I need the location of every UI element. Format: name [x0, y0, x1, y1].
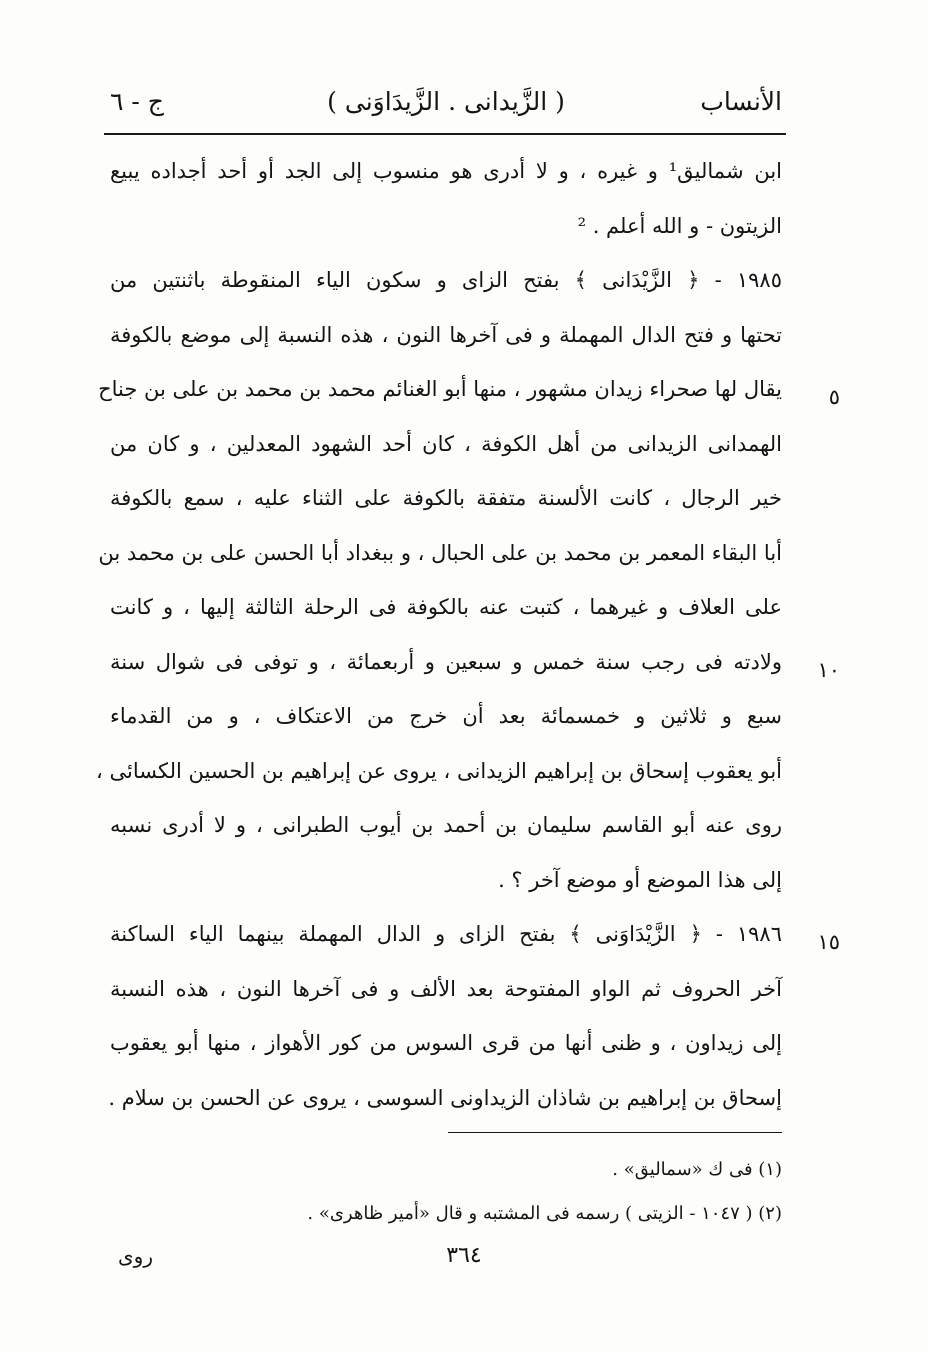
body-line-text: ولادته فى رجب سنة خمس و سبعين و أربعمائة ، و توفى فى شوال سنة [110, 649, 782, 674]
body-line-text: إلى زيداون ، و ظنى أنها من قرى السوس من كور الأهواز ، منها أبو يعقوب [110, 1031, 782, 1055]
body-line [110, 853, 782, 908]
body-line-text: الزيتون - و الله أعلم . ² [577, 213, 782, 238]
body-text [96, 144, 840, 1125]
body-line [110, 635, 840, 690]
footnotes [110, 1148, 782, 1236]
body-line-text: إسحاق بن إبراهيم بن شاذان الزيداونى السوسى ، يروى عن الحسن بن سلام . [108, 1085, 782, 1110]
body-line-text: على العلاف و غيرهما ، كتبت عنه بالكوفة فى الرحلة الثالثة إليها ، و كانت [110, 595, 782, 619]
body-line-text: أبو يعقوب إسحاق بن إبراهيم الزيدانى ، يروى عن إبراهيم بن الحسين الكسائى ، [96, 758, 782, 783]
body-line [110, 199, 782, 254]
page-number: ٣٦٤ [446, 1243, 482, 1268]
body-line [110, 1071, 782, 1126]
line-number: ١٥ [817, 930, 840, 954]
body-line [110, 144, 782, 199]
body-line [110, 907, 840, 962]
body-line [110, 689, 782, 744]
body-line [110, 308, 782, 363]
header-rule [104, 133, 786, 135]
body-line [96, 744, 782, 799]
footnote-2: (٢) ( ١٠٤٧ - الزيتى ) رسمه فى المشتبه و قال «أمير ظاهرى» . [307, 1203, 782, 1224]
body-line [110, 798, 782, 853]
body-line-text: إلى هذا الموضع أو موضع آخر ؟ . [498, 867, 782, 892]
body-line-text: خير الرجال ، كانت الألسنة متفقة بالكوفة على الثناء عليه ، سمع بالكوفة [110, 486, 782, 510]
body-line-text: روى عنه أبو القاسم سليمان بن أحمد بن أيوب الطبرانى ، و لا أدرى نسبه [110, 813, 782, 837]
body-line [98, 362, 840, 417]
body-line [110, 417, 782, 472]
body-line-text: سبع و ثلاثين و خمسمائة بعد أن خرج من الاعتكاف ، و من القدماء [110, 704, 782, 728]
footnote-1: (١) فى ك «سماليق» . [612, 1159, 782, 1180]
body-line-text: تحتها و فتح الدال المهملة و فى آخرها النون ، هذه النسبة إلى موضع بالكوفة [110, 322, 782, 347]
body-line-text: آخر الحروف ثم الواو المفتوحة بعد الألف و فى آخرها النون ، هذه النسبة [110, 976, 782, 1001]
running-head-entry-range: ( الزَّيدانى . الزَّيدَاوَنى ) [327, 87, 565, 116]
line-number: ١٠ [817, 657, 840, 682]
body-line [110, 253, 782, 308]
body-line-text: ١٩٨٦ - ﴿ الزَّيْدَاوَنى ﴾ بفتح الزاى و الدال المهملة بينهما الياء الساكنة [110, 922, 782, 946]
running-head [110, 80, 782, 124]
body-line [110, 1016, 782, 1071]
running-head-book-title: الأنساب [700, 87, 782, 116]
body-line [98, 526, 782, 581]
body-line [110, 471, 782, 526]
body-line-text: يقال لها صحراء زيدان مشهور ، منها أبو الغنائم محمد بن محمد بن على بن جناح [98, 377, 782, 401]
body-line-text: أبا البقاء المعمر بن محمد بن على الحبال ، و ببغداد أبا الحسن على بن محمد بن [98, 540, 782, 565]
body-line-text: الهمدانى الزيدانى من أهل الكوفة ، كان أحد الشهود المعدلين ، و كان من [110, 431, 782, 456]
line-number: ٥ [828, 385, 840, 409]
body-line-text: ١٩٨٥ - ﴿ الزَّيْدَانى ﴾ بفتح الزاى و سكون الياء المنقوطة باثنتين من [110, 268, 782, 292]
signature-mark: روى [118, 1244, 153, 1268]
running-head-volume: ج - ٦ [110, 87, 164, 116]
body-line [110, 580, 782, 635]
body-line-text: ابن شماليق¹ و غيره ، و لا أدرى هو منسوب إلى الجد أو أحد أجداده يبيع [110, 159, 782, 183]
footnote-rule [448, 1132, 782, 1133]
body-line [110, 962, 782, 1017]
